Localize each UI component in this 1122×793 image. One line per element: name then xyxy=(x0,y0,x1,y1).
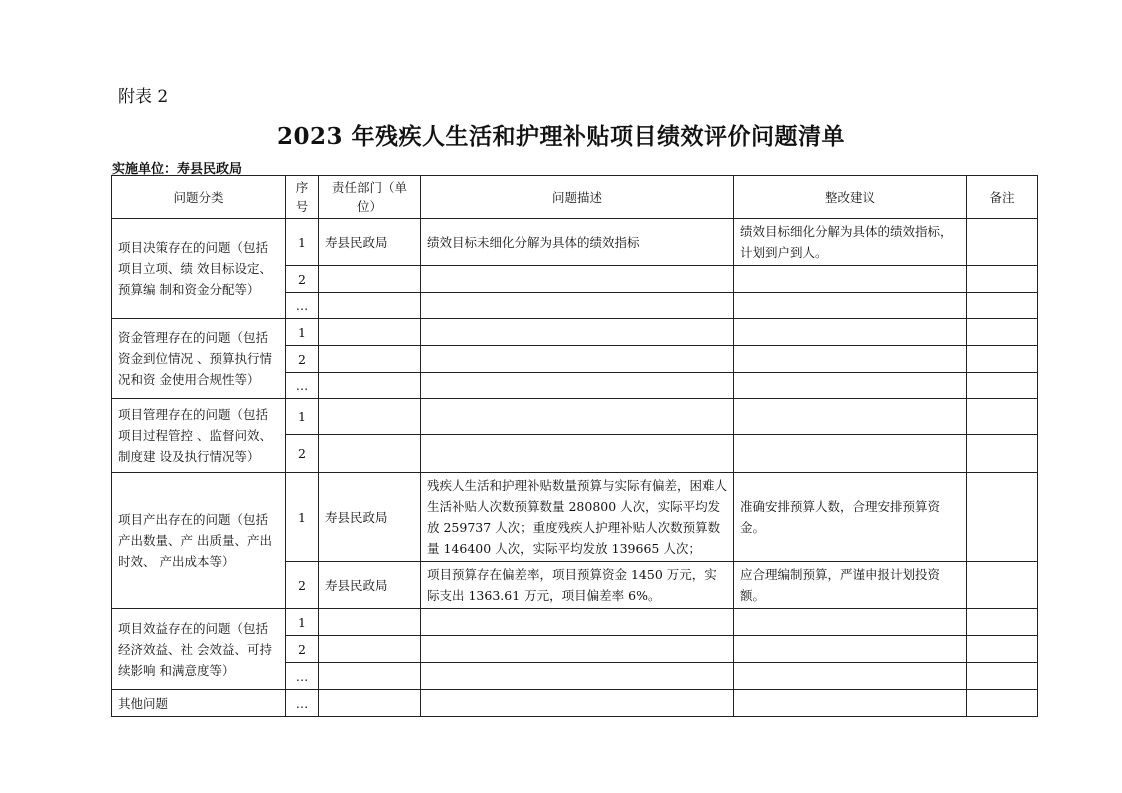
suggestion-cell xyxy=(734,266,967,293)
note-cell xyxy=(967,435,1038,473)
suggestion-cell: 应合理编制预算，严谨申报计划投资额。 xyxy=(734,562,967,609)
table-header-row xyxy=(112,176,1038,219)
note-cell xyxy=(967,293,1038,319)
row-number: 1 xyxy=(286,609,319,636)
row-number: 2 xyxy=(286,346,319,373)
table-row xyxy=(112,609,1038,636)
page-title: 2023 年残疾人生活和护理补贴项目绩效评价问题清单 xyxy=(276,123,846,150)
suggestion-cell xyxy=(734,609,967,636)
category-cell: 其他问题 xyxy=(112,690,286,717)
category-cell: 项目产出存在的问题（包括产出数量、产 出质量、产出时效、 产出成本等） xyxy=(112,473,286,609)
note-cell xyxy=(967,219,1038,266)
row-number: … xyxy=(286,293,319,319)
note-cell xyxy=(967,636,1038,663)
suggestion-cell xyxy=(734,373,967,399)
note-cell xyxy=(967,399,1038,435)
note-cell xyxy=(967,266,1038,293)
table-row xyxy=(112,473,1038,562)
note-cell xyxy=(967,319,1038,346)
description-cell xyxy=(421,690,734,717)
department-cell xyxy=(319,399,421,435)
suggestion-cell: 绩效目标细化分解为具体的绩效指标，计划到户到人。 xyxy=(734,219,967,266)
table-row xyxy=(112,399,1038,435)
note-cell xyxy=(967,562,1038,609)
description-cell xyxy=(421,399,734,435)
suggestion-cell xyxy=(734,399,967,435)
department-cell xyxy=(319,293,421,319)
suggestion-cell xyxy=(734,346,967,373)
description-cell xyxy=(421,373,734,399)
row-number: 1 xyxy=(286,473,319,562)
row-number: … xyxy=(286,690,319,717)
department-cell xyxy=(319,346,421,373)
column-header: 备注 xyxy=(967,176,1038,219)
department-cell xyxy=(319,266,421,293)
column-header: 整改建议 xyxy=(734,176,967,219)
suggestion-cell xyxy=(734,690,967,717)
suggestion-cell: 准确安排预算人数，合理安排预算资金。 xyxy=(734,473,967,562)
description-cell: 绩效目标未细化分解为具体的绩效指标 xyxy=(421,219,734,266)
note-cell xyxy=(967,473,1038,562)
column-header: 责任部门（单位） xyxy=(319,176,421,219)
problem-list-table xyxy=(111,175,1038,717)
description-cell xyxy=(421,346,734,373)
suggestion-cell xyxy=(734,636,967,663)
table-row xyxy=(112,219,1038,266)
description-cell xyxy=(421,663,734,690)
suggestion-cell xyxy=(734,319,967,346)
suggestion-cell xyxy=(734,663,967,690)
department-cell: 寿县民政局 xyxy=(319,562,421,609)
table-row xyxy=(112,690,1038,717)
row-number: 2 xyxy=(286,435,319,473)
description-cell xyxy=(421,435,734,473)
category-cell: 项目效益存在的问题（包括经济效益、社 会效益、可持续影响 和满意度等） xyxy=(112,609,286,690)
category-cell: 资金管理存在的问题（包括资金到位情况 、预算执行情况和资 金使用合规性等） xyxy=(112,319,286,399)
category-cell: 项目决策存在的问题（包括项目立项、绩 效目标设定、预算编 制和资金分配等） xyxy=(112,219,286,319)
note-cell xyxy=(967,663,1038,690)
department-cell xyxy=(319,636,421,663)
department-cell xyxy=(319,609,421,636)
note-cell xyxy=(967,609,1038,636)
row-number: 2 xyxy=(286,562,319,609)
suggestion-cell xyxy=(734,293,967,319)
row-number: 1 xyxy=(286,399,319,435)
department-cell xyxy=(319,319,421,346)
department-cell: 寿县民政局 xyxy=(319,473,421,562)
description-cell: 项目预算存在偏差率，项目预算资金 1450 万元，实际支出 1363.61 万元，项目偏差率 6%。 xyxy=(421,562,734,609)
suggestion-cell xyxy=(734,435,967,473)
description-cell xyxy=(421,266,734,293)
row-number: 1 xyxy=(286,219,319,266)
description-cell xyxy=(421,293,734,319)
column-header: 序号 xyxy=(286,176,319,219)
implementing-unit: 实施单位：寿县民政局 xyxy=(112,162,243,177)
row-number: … xyxy=(286,373,319,399)
note-cell xyxy=(967,373,1038,399)
column-header: 问题描述 xyxy=(421,176,734,219)
table-row xyxy=(112,319,1038,346)
department-cell: 寿县民政局 xyxy=(319,219,421,266)
row-number: … xyxy=(286,663,319,690)
attachment-label: 附表 2 xyxy=(118,87,169,107)
note-cell xyxy=(967,346,1038,373)
description-cell xyxy=(421,609,734,636)
description-cell xyxy=(421,636,734,663)
row-number: 2 xyxy=(286,636,319,663)
column-header: 问题分类 xyxy=(112,176,286,219)
description-cell xyxy=(421,319,734,346)
department-cell xyxy=(319,663,421,690)
note-cell xyxy=(967,690,1038,717)
category-cell: 项目管理存在的问题（包括项目过程管控 、监督问效、制度建 设及执行情况等） xyxy=(112,399,286,473)
description-cell: 残疾人生活和护理补贴数量预算与实际有偏差，困难人生活补贴人次数预算数量 280800 人次，实际平均发放 259737 人次；重度残疾人护理补贴人次数预算数量 146400 人次，实际平均发放 139665 人次； xyxy=(421,473,734,562)
department-cell xyxy=(319,690,421,717)
department-cell xyxy=(319,373,421,399)
row-number: 1 xyxy=(286,319,319,346)
row-number: 2 xyxy=(286,266,319,293)
department-cell xyxy=(319,435,421,473)
